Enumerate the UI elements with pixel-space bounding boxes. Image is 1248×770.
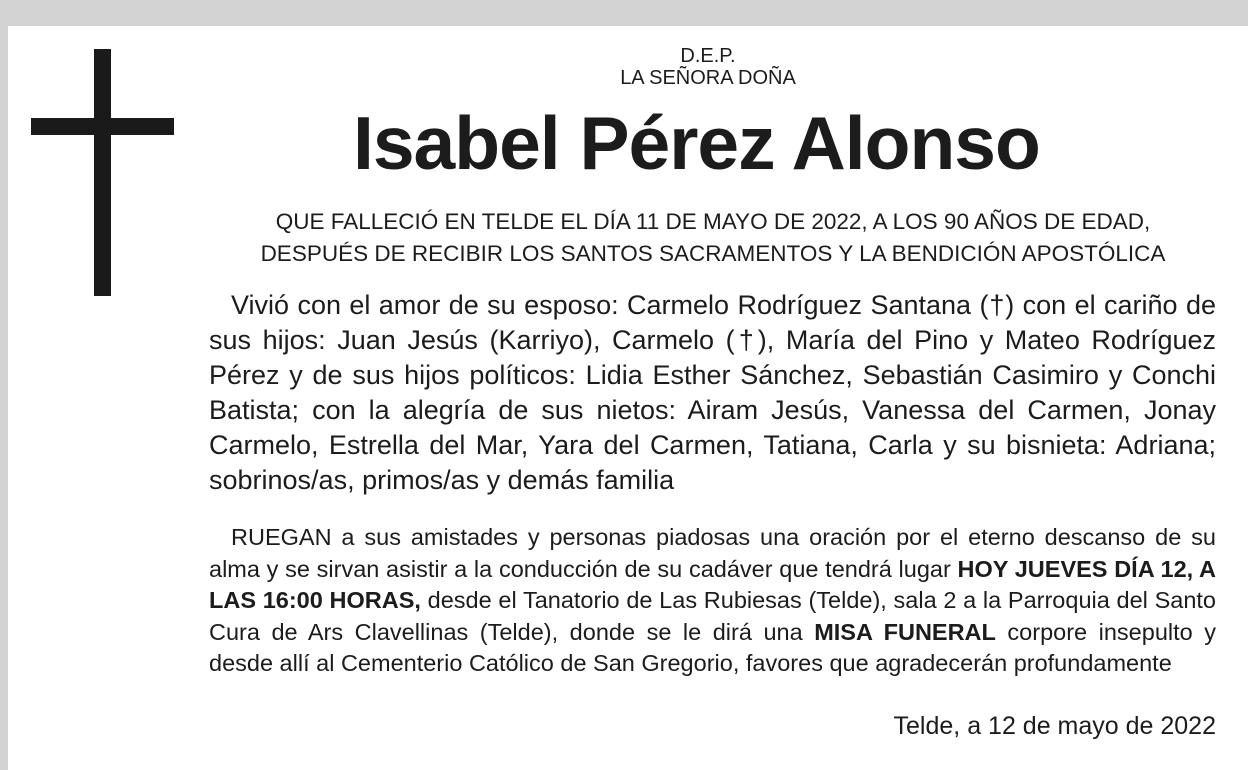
funeral-paragraph <box>209 522 1216 680</box>
obituary-notice <box>8 26 1248 770</box>
funeral-text: desde el Tanatorio de Las Rubiesas (Telde), sala 2 a la Parroquia del Santo Cura de Ars Clavellinas (Telde), donde se le dirá una <box>209 587 1216 645</box>
dep-label: D.E.P. <box>680 45 736 67</box>
honorific-title: LA SEÑORA DOÑA <box>620 67 796 89</box>
cross-horizontal-bar <box>31 118 174 135</box>
death-notice <box>234 206 1192 270</box>
funeral-text: RUEGAN a sus amistades y personas piadosas una oración por el eterno descanso de su alma y se sirvan asistir a la conducción de su cadáver que tendrá lugar <box>209 524 1216 582</box>
funeral-mass-label: MISA FUNERAL <box>814 618 996 645</box>
deceased-name: Isabel Pérez Alonso <box>353 101 1040 185</box>
funeral-text: corpore insepulto y desde allí al Cementerio Católico de San Gregorio, favores que agradecerán profundamente <box>209 618 1216 676</box>
family-paragraph: Vivió con el amor de su esposo: Carmelo Rodríguez Santana (†) con el cariño de sus hijos: Juan Jesús (Karriyo), Carmelo (†), María del Pino y Mateo Rodríguez Pérez y de sus hijos políticos: Lidia Esther Sánchez, Sebastián Casimiro y Conchi Batista; con la alegría de sus nietos: Airam Jesús, Vanessa del Carmen, Jonay Carmelo, Estrella del Mar, Yara del Carmen, Tatiana, Carla y su bisnieta: Adriana; sobrinos/as, primos/as y demás familia <box>209 290 1216 495</box>
header <box>0 45 1248 89</box>
place-date-signature: Telde, a 12 de mayo de 2022 <box>893 712 1216 740</box>
funeral-date-time: HOY JUEVES DÍA 12, A LAS 16:00 HORAS, <box>209 555 1216 613</box>
death-notice-line: DESPUÉS DE RECIBIR LOS SANTOS SACRAMENTOS Y LA BENDICIÓN APOSTÓLICA <box>260 241 1166 266</box>
death-notice-line: QUE FALLECIÓ EN TELDE EL DÍA 11 DE MAYO DE 2022, A LOS 90 AÑOS DE EDAD, <box>275 209 1151 234</box>
